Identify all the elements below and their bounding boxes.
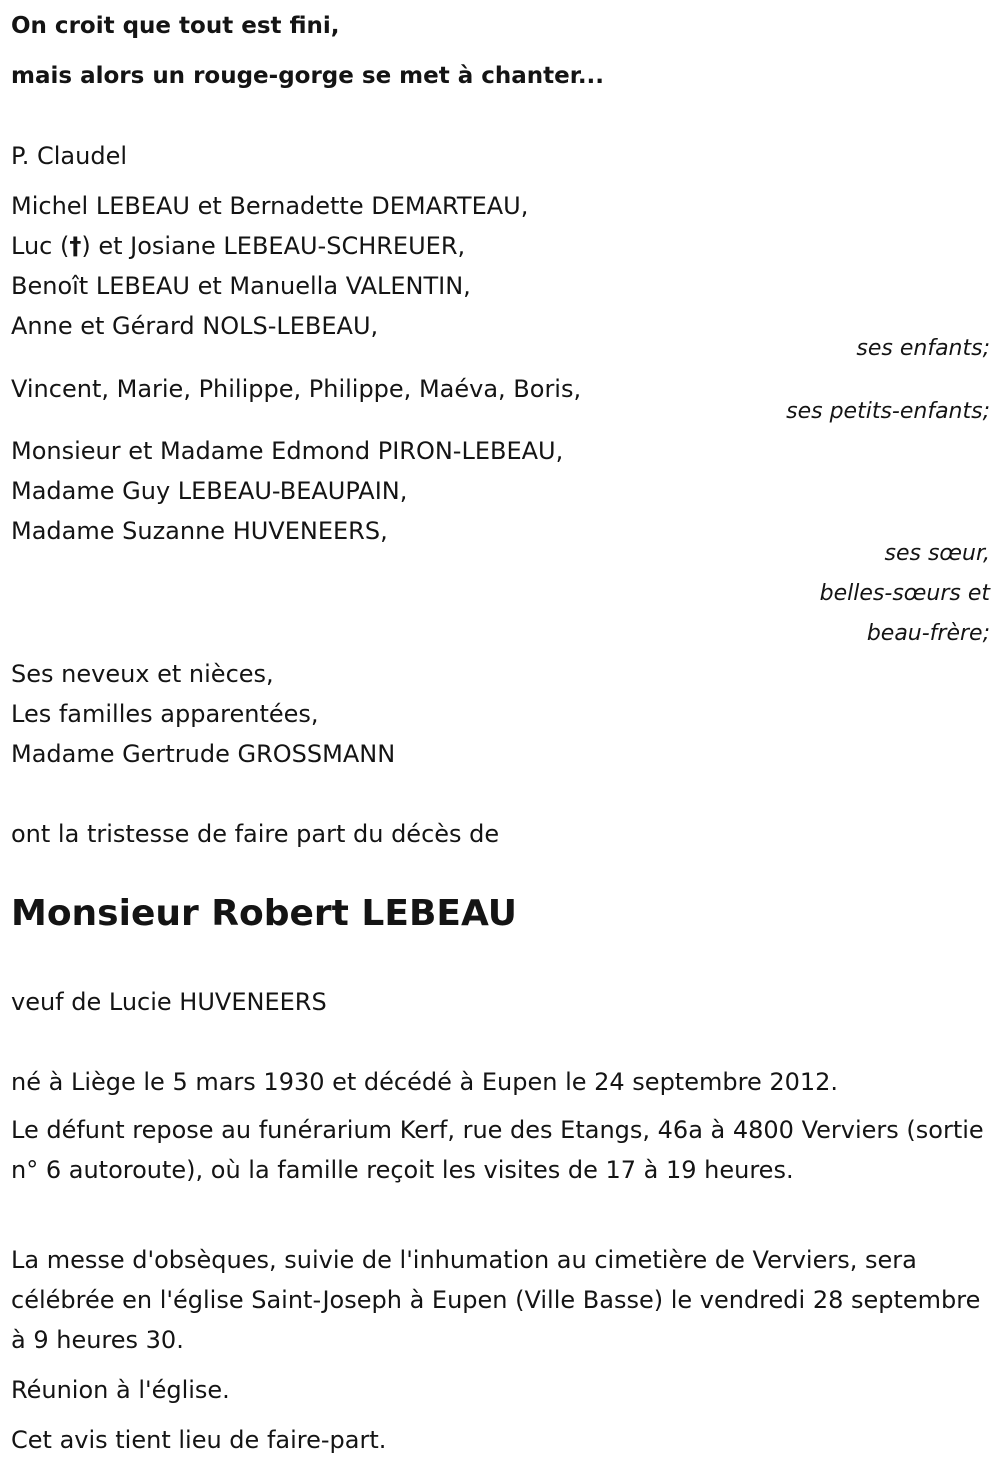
child-line-2-suffix: ) et Josiane LEBEAU-SCHREUER, <box>81 232 466 260</box>
child-line-4: Anne et Gérard NOLS-LEBEAU, <box>11 312 379 340</box>
siblings-label-1: ses sœur, <box>884 541 990 566</box>
notice-line: Cet avis tient lieu de faire-part. <box>11 1426 387 1454</box>
sibling-line-2: Madame Guy LEBEAU-BEAUPAIN, <box>11 477 408 505</box>
children-label: ses enfants; <box>856 336 990 361</box>
others-line-1: Ses neveux et nièces, <box>11 660 274 688</box>
announcement: ont la tristesse de faire part du décès de <box>11 820 500 848</box>
deceased-name: Monsieur Robert LEBEAU <box>11 893 517 934</box>
sibling-line-1: Monsieur et Madame Edmond PIRON-LEBEAU, <box>11 437 564 465</box>
birth-death-line: né à Liège le 5 mars 1930 et décédé à Eupen le 24 septembre 2012. <box>11 1068 839 1096</box>
cross-icon: † <box>69 232 82 260</box>
widower-line: veuf de Lucie HUVENEERS <box>11 988 327 1016</box>
child-line-2 <box>11 234 465 258</box>
mass-paragraph: La messe d'obsèques, suivie de l'inhumation au cimetière de Verviers, sera célébrée en l'église Saint-Joseph à Eupen (Ville Basse) le vendredi 28 septembre à 9 heures 30. <box>11 1246 981 1354</box>
grandchildren-names: Vincent, Marie, Philippe, Philippe, Maéva, Boris, <box>11 375 582 403</box>
epigraph-author: P. Claudel <box>11 142 128 170</box>
sibling-line-3: Madame Suzanne HUVENEERS, <box>11 517 388 545</box>
grandchildren-label: ses petits-enfants; <box>786 399 990 424</box>
funeral-home-paragraph: Le défunt repose au funérarium Kerf, rue des Etangs, 46a à 4800 Verviers (sortie n° 6 autoroute), où la famille reçoit les visites de 17 à 19 heures. <box>11 1116 984 1184</box>
epigraph-line-2: mais alors un rouge-gorge se met à chanter... <box>11 63 605 89</box>
siblings-label-2: belles-sœurs et <box>819 581 990 606</box>
meeting-line: Réunion à l'église. <box>11 1376 230 1404</box>
epigraph-line-1: On croit que tout est fini, <box>11 13 340 39</box>
others-line-3: Madame Gertrude GROSSMANN <box>11 740 396 768</box>
child-line-3: Benoît LEBEAU et Manuella VALENTIN, <box>11 272 471 300</box>
others-line-2: Les familles apparentées, <box>11 700 319 728</box>
child-line-2-prefix: Luc ( <box>11 232 70 260</box>
child-line-1: Michel LEBEAU et Bernadette DEMARTEAU, <box>11 192 529 220</box>
siblings-label-3: beau-frère; <box>866 621 990 646</box>
